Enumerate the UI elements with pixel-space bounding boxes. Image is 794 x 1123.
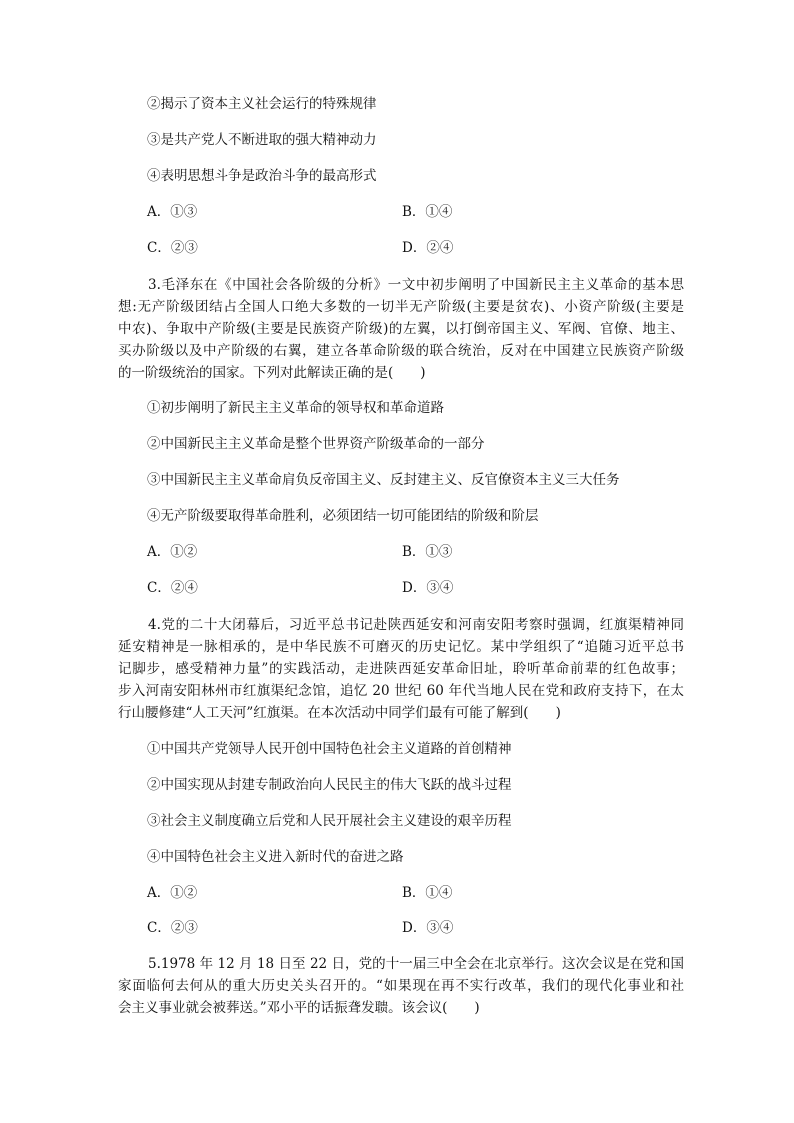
q3-statement-3: ③中国新民主主义革命肩负反帝国主义、反封建主义、反官僚资本主义三大任务 <box>147 472 620 488</box>
q4-statement-3: ③社会主义制度确立后党和人民开展社会主义建设的艰辛历程 <box>147 813 512 829</box>
q4-stem-line: 行山腰修建“人工天河”红旗渠。在本次活动中同学们最有可能了解到( ) <box>118 705 561 721</box>
q4-stem <box>118 614 684 724</box>
q3-option-b[interactable]: B．①③ <box>402 544 453 560</box>
q4-stem-line: 记脚步，感受精神力量”的实践活动，走进陕西延安革命旧址，聆听革命前辈的红色故事； <box>118 661 684 677</box>
q3-statement-1: ①初步阐明了新民主主义革命的领导权和革命道路 <box>147 400 444 416</box>
q3-option-a[interactable]: A．①② <box>147 544 198 560</box>
q3-statement-2: ②中国新民主主义革命是整个世界资产阶级革命的一部分 <box>147 436 485 452</box>
q2-option-c[interactable]: C．②③ <box>147 240 198 256</box>
q5-stem-line: 家面临何去何从的重大历史关头召开的。“如果现在再不实行改革，我们的现代化事业和社 <box>118 978 684 994</box>
q2-statement-3: ③是共产党人不断进取的强大精神动力 <box>147 132 377 148</box>
q4-statement-1: ①中国共产党领导人民开创中国特色社会主义道路的首创精神 <box>147 741 512 757</box>
q4-stem-line: 4.党的二十大闭幕后，习近平总书记赴陕西延安和河南安阳考察时强调，红旗渠精神同 <box>148 617 684 633</box>
q5-stem-line: 5.1978 年 12 月 18 日至 22 日，党的十一届三中全会在北京举行。这次会议是在党和国 <box>148 956 684 972</box>
q3-stem-line: 3.毛泽东在《中国社会各阶级的分析》一文中初步阐明了中国新民主主义革命的基本思 <box>148 277 684 293</box>
q2-statement-4: ④表明思想斗争是政治斗争的最高形式 <box>147 168 377 184</box>
q4-option-b[interactable]: B．①④ <box>402 885 453 901</box>
q3-stem-line: 想:无产阶级团结占全国人口绝大多数的一切半无产阶级(主要是贫农)、小资产阶级(主要是 <box>118 299 684 315</box>
q2-statement-2: ②揭示了资本主义社会运行的特殊规律 <box>147 96 377 112</box>
q5-stem <box>118 953 684 1019</box>
q3-stem-line: 买办阶级以及中产阶级的右翼，建立各革命阶级的联合统治，反对在中国建立民族资产阶级 <box>118 343 684 359</box>
q4-option-d[interactable]: D．③④ <box>402 920 454 936</box>
q3-option-d[interactable]: D．③④ <box>402 580 454 596</box>
q4-option-c[interactable]: C．②③ <box>147 920 198 936</box>
q3-stem <box>118 274 684 384</box>
q3-option-c[interactable]: C．②④ <box>147 580 198 596</box>
q4-option-a[interactable]: A．①② <box>147 885 198 901</box>
q5-stem-line: 会主义事业就会被葬送。”邓小平的话振聋发聩。该会议( ) <box>118 1000 480 1016</box>
q2-option-b[interactable]: B．①④ <box>402 204 453 220</box>
q3-stem-line: 的一阶级统治的国家。下列对此解读正确的是( ) <box>118 365 426 381</box>
q4-statement-2: ②中国实现从封建专制政治向人民民主的伟大飞跃的战斗过程 <box>147 777 512 793</box>
q4-stem-line: 延安精神是一脉相承的，是中华民族不可磨灭的历史记忆。某中学组织了“追随习近平总书 <box>118 639 684 655</box>
q2-option-a[interactable]: A．①③ <box>147 204 198 220</box>
q2-option-d[interactable]: D．②④ <box>402 240 454 256</box>
q4-stem-line: 步入河南安阳林州市红旗渠纪念馆，追忆 20 世纪 60 年代当地人民在党和政府支持下，在太 <box>118 683 684 699</box>
q4-statement-4: ④中国特色社会主义进入新时代的奋进之路 <box>147 849 404 865</box>
q3-stem-line: 中农)、争取中产阶级(主要是民族资产阶级)的左翼，以打倒帝国主义、军阀、官僚、地主、 <box>118 321 684 337</box>
q3-statement-4: ④无产阶级要取得革命胜利，必须团结一切可能团结的阶级和阶层 <box>147 508 539 524</box>
